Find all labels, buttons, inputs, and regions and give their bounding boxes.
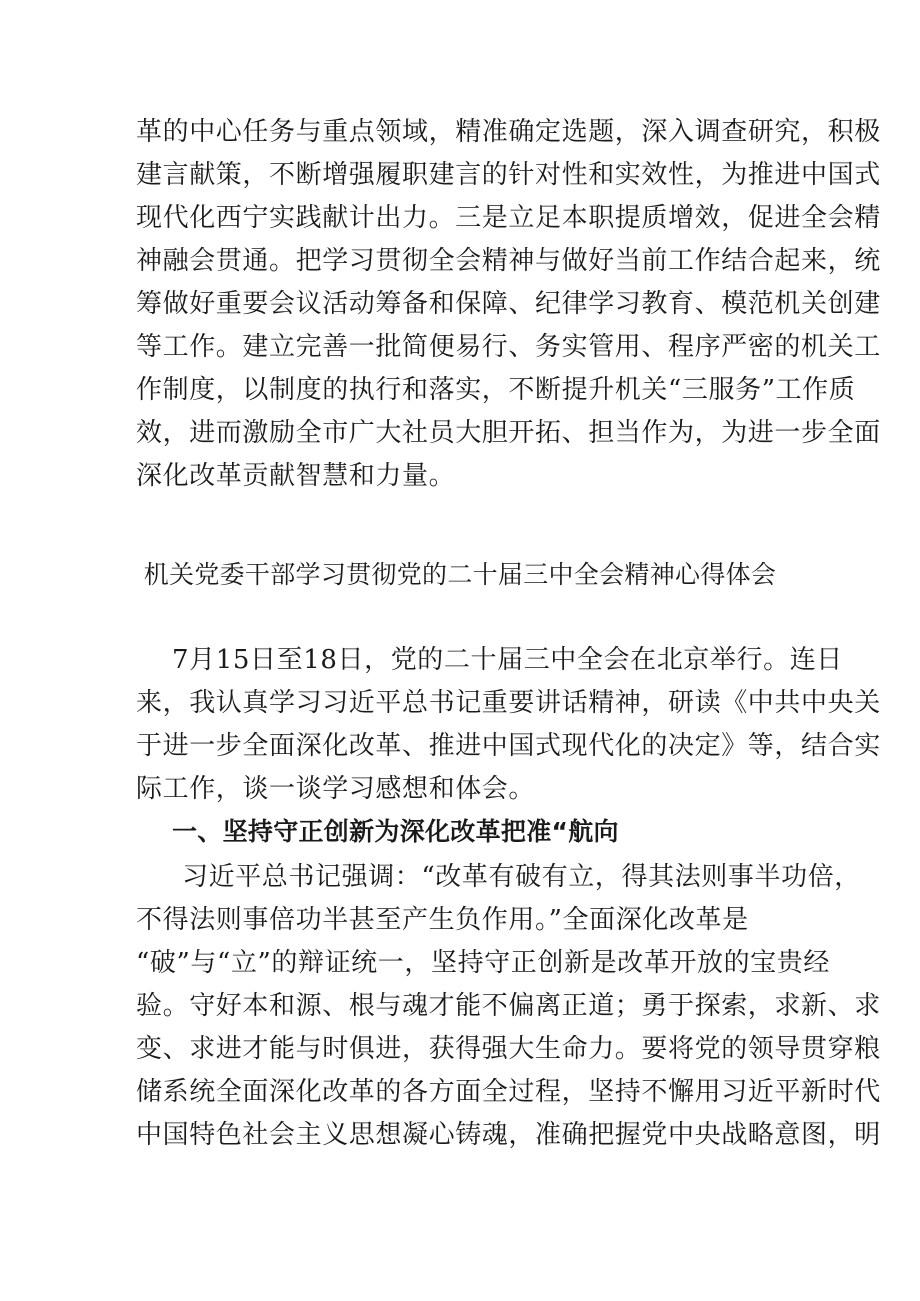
text-line: 于进一步全面深化改革、推进中国式现代化的决定》等，结合实 [136,731,881,761]
text-line: 神融会贯通。把学习贯彻全会精神与做好当前工作结合起来，统 [136,246,881,276]
text-line: 不得法则事倍功半甚至产生负作用。”全面深化改革是 [136,905,749,935]
section-heading: 一、坚持守正创新为深化改革把准“航向 [172,817,619,846]
text-line: 作制度，以制度的执行和落实，不断提升机关“三服务”工作质 [136,375,856,405]
text-line: 革的中心任务与重点领域，精准确定选题，深入调查研究，积极 [136,117,881,147]
text-line: 建言献策，不断增强履职建言的针对性和实效性，为推进中国式 [136,160,881,190]
text-line: 中国特色社会主义思想凝心铸魂，准确把握党中央战略意图，明 [136,1120,881,1150]
text-line: 习近平总书记强调：“改革有破有立，得其法则事半功倍， [182,862,861,892]
article-title: 机关党委干部学习贯彻党的二十届三中全会精神心得体会 [143,560,777,589]
text-line: 现代化西宁实践献计出力。三是立足本职提质增效，促进全会精 [136,203,881,233]
text-line: 深化改革贡献智慧和力量。 [136,461,456,491]
text-line: 效，进而激励全市广大社员大胆开拓、担当作为，为进一步全面 [136,418,881,448]
text-line: 变、求进才能与时俱进，获得强大生命力。要将党的领导贯穿粮 [136,1034,881,1064]
text-line: 来，我认真学习习近平总书记重要讲话精神，研读《中共中央关 [136,688,881,718]
text-line: 7月15日至18日，党的二十届三中全会在北京举行。连日 [172,645,843,675]
text-line: 验。守好本和源、根与魂才能不偏离正道；勇于探索，求新、求 [136,991,881,1021]
text-line: 筹做好重要会议活动筹备和保障、纪律学习教育、模范机关创建 [136,289,881,319]
text-line: 等工作。建立完善一批简便易行、务实管用、程序严密的机关工 [136,332,881,362]
text-line: “破”与“立”的辩证统一，坚持守正创新是改革开放的宝贵经 [136,948,830,978]
text-line: 储系统全面深化改革的各方面全过程，坚持不懈用习近平新时代 [136,1077,881,1107]
text-line: 际工作，谈一谈学习感想和体会。 [136,774,536,804]
